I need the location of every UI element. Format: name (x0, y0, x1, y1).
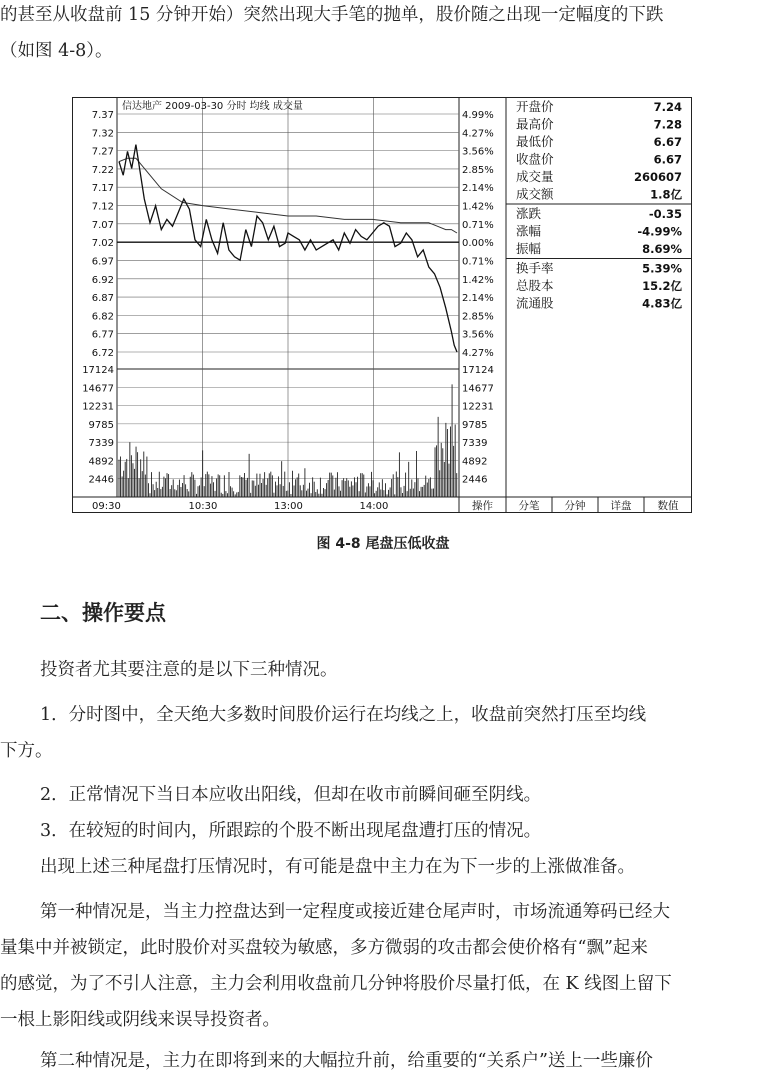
price-tick-label: 7.17 (91, 183, 114, 195)
volume-tick-label: 2446 (88, 474, 114, 486)
time-tick-label: 09:30 (92, 501, 121, 512)
time-tick-label: 14:00 (359, 501, 389, 512)
info-value: 15.2亿 (642, 279, 682, 293)
paragraph-1: 投资者尤其要注意的是以下三种情况。 (40, 660, 338, 680)
tab-4[interactable]: 详盘 (610, 500, 632, 512)
intro-line-1: 的甚至从收盘前 15 分钟开始）突然出现大手笔的抛单，股价随之出现一定幅度的下跌 (0, 5, 664, 25)
intro-line-2: （如图 4-8）。 (0, 41, 113, 61)
info-value: 1.8亿 (650, 187, 682, 202)
info-value: -0.35 (648, 207, 682, 221)
paragraph-5: 出现上述三种尾盘打压情况时，有可能是盘中主力在为下一步的上涨做准备。 (40, 857, 635, 877)
volume-tick-label-right: 17124 (462, 365, 494, 376)
figure-caption: 图 4-8 尾盘压低收盘 (316, 536, 450, 552)
percent-tick-label: 4.27% (462, 348, 494, 359)
paragraph-7: 第二种情况是，主力在即将到来的大幅拉升前，给重要的“关系户”送上一些廉价 (40, 1051, 653, 1071)
info-label: 成交额 (516, 186, 554, 202)
tab-1[interactable]: 操作 (472, 500, 493, 512)
info-label: 涨跌 (516, 206, 542, 221)
price-tick-label: 7.12 (91, 201, 114, 213)
volume-tick-label: 17124 (82, 365, 114, 376)
volume-tick-label-right: 2446 (462, 474, 488, 486)
volume-tick-label-right: 7339 (462, 438, 488, 450)
info-value: -4.99% (637, 224, 682, 239)
intraday-chart (72, 97, 692, 513)
tab-2[interactable]: 分笔 (518, 500, 540, 512)
volume-tick-label-right: 4892 (462, 456, 488, 468)
info-label: 成交量 (516, 169, 554, 184)
tab-3[interactable]: 分钟 (564, 500, 586, 512)
price-tick-label: 6.97 (91, 256, 114, 268)
info-label: 涨幅 (516, 223, 542, 239)
intraday-chart-figure (72, 97, 692, 513)
info-label: 收盘价 (516, 151, 554, 167)
price-tick-label: 6.92 (91, 274, 114, 286)
volume-tick-label: 14677 (82, 383, 114, 395)
volume-tick-label: 7339 (88, 438, 114, 450)
price-tick-label: 7.07 (91, 219, 114, 231)
paragraph-4: 3．在较短的时间内，所跟踪的个股不断出现尾盘遭打压的情况。 (40, 821, 542, 841)
percent-tick-label: 0.71% (462, 256, 494, 268)
info-label: 最低价 (516, 134, 554, 149)
time-tick-label: 10:30 (188, 501, 218, 512)
tab-5[interactable]: 数值 (657, 500, 679, 512)
info-label: 换手率 (516, 260, 554, 276)
info-value: 7.28 (653, 117, 682, 132)
paragraph-6-line-2: 量集中并被锁定，此时股价对买盘较为敏感，多方微弱的攻击都会使价格有“飘”起来 (0, 938, 648, 958)
price-tick-label: 7.27 (91, 146, 114, 158)
info-value: 6.67 (653, 135, 682, 149)
percent-tick-label: 4.99% (462, 110, 494, 121)
price-tick-label: 7.32 (91, 128, 114, 140)
percent-tick-label: 2.14% (462, 293, 494, 305)
paragraph-6-line-3: 的感觉，为了不引人注意，主力会利用收盘前几分钟将股价尽量打低，在 K 线图上留下 (0, 974, 672, 994)
percent-tick-label: 2.85% (462, 164, 494, 176)
percent-tick-label: 0.71% (462, 219, 494, 231)
paragraph-2: 1．分时图中，全天绝大多数时间股价运行在均线之上，收盘前突然打压至均线 (40, 705, 647, 725)
paragraph-6-line-4: 一根上影阳线或阴线来误导投资者。 (0, 1010, 280, 1030)
volume-tick-label: 9785 (88, 419, 114, 431)
info-label: 振幅 (516, 241, 542, 256)
info-value: 260607 (633, 170, 682, 184)
info-value: 8.69% (642, 242, 682, 256)
percent-tick-label: 2.85% (462, 311, 494, 323)
percent-tick-label: 4.27% (462, 128, 494, 140)
price-tick-label: 6.87 (91, 293, 114, 305)
info-label: 开盘价 (516, 99, 554, 114)
figure-frame (73, 98, 692, 513)
volume-tick-label: 12231 (82, 401, 114, 413)
paragraph-2-cont: 下方。 (0, 741, 53, 761)
info-label: 最高价 (516, 116, 554, 132)
percent-tick-label: 1.42% (462, 201, 494, 213)
paragraph-3: 2．正常情况下当日本应收出阳线，但却在收市前瞬间砸至阴线。 (40, 785, 542, 805)
price-tick-label: 6.82 (91, 311, 114, 323)
info-value: 6.67 (653, 152, 682, 167)
percent-tick-label: 3.56% (462, 146, 494, 158)
price-tick-label: 7.02 (91, 238, 114, 250)
percent-tick-label: 1.42% (462, 274, 494, 286)
percent-tick-label: 0.00% (462, 238, 494, 250)
info-label: 总股本 (516, 278, 554, 293)
percent-tick-label: 2.14% (462, 183, 494, 195)
paragraph-6: 第一种情况是，当主力控盘达到一定程度或接近建仓尾声时，市场流通筹码已经大 (40, 902, 670, 922)
price-tick-label: 7.37 (91, 110, 114, 121)
volume-tick-label-right: 14677 (462, 383, 494, 395)
info-label: 流通股 (516, 295, 554, 311)
volume-tick-label: 4892 (88, 456, 114, 468)
price-tick-label: 6.77 (91, 329, 114, 341)
chart-header: 信达地产 2009-03-30 分时 均线 成交量 (122, 101, 303, 112)
price-tick-label: 6.72 (91, 348, 114, 359)
volume-tick-label-right: 12231 (462, 401, 494, 413)
info-value: 7.24 (653, 100, 682, 114)
price-tick-label: 7.22 (91, 164, 114, 176)
info-value: 5.39% (642, 261, 682, 276)
info-value: 4.83亿 (642, 296, 682, 311)
section-title: 二、操作要点 (40, 601, 166, 625)
time-tick-label: 13:00 (274, 501, 303, 512)
volume-tick-label-right: 9785 (462, 419, 488, 431)
percent-tick-label: 3.56% (462, 329, 494, 341)
